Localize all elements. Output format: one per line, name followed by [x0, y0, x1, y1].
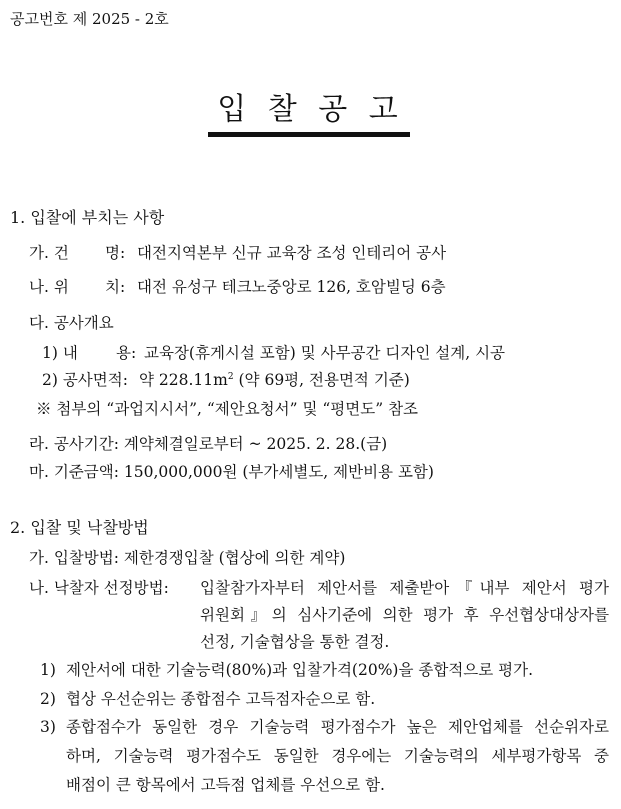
criteria-item3-line1: 종합점수가 동일한 경우 기술능력 평가점수가 높은 제안업체를 선순위자로: [66, 718, 609, 736]
selection-method-line1: 입찰참가자부터 제안서를 제출받아『내부 제안서 평가: [200, 579, 609, 597]
item-da-label: 다. 공사개요: [29, 314, 114, 332]
overview-item1-suffix: 용:: [116, 344, 137, 362]
item-ga-suffix: 명:: [105, 244, 126, 262]
selection-method-line3: 선정, 기술협상을 통한 결정.: [200, 633, 390, 651]
title-underline: [208, 132, 410, 137]
item-ga-label: 가. 건: [29, 244, 69, 262]
overview-item2-value: 약 $228.11m^2$ (약 69평, 전용면적 기준): [139, 371, 410, 389]
criteria-item1-number: 1): [40, 661, 56, 679]
criteria-item3-number: 3): [40, 718, 56, 736]
criteria-item3-line3: 배점이 큰 항목에서 고득점 업체를 우선으로 함.: [66, 776, 385, 794]
construction-period: 라. 공사기간: 계약체결일로부터 ~ 2025. 2. 28.(금): [29, 435, 388, 453]
criteria-item3-line2: 하며, 기술능력 평가점수도 동일한 경우에는 기술능력의 세부평가항목 중: [66, 747, 609, 765]
base-amount: 마. 기준금액: 150,000,000원 (부가세별도, 제반비용 포함): [29, 463, 434, 481]
overview-item1-label: 1) 내: [42, 344, 78, 362]
overview-item1-value: 교육장(휴게시설 포함) 및 사무공간 디자인 설계, 시공: [144, 344, 506, 362]
overview-item2-label: 2) 공사면적:: [42, 371, 128, 389]
section1-heading: 1. 입찰에 부치는 사항: [10, 208, 165, 227]
project-location: 대전 유성구 테크노중앙로 126, 호암빌딩 6층: [137, 278, 446, 296]
section2-heading: 2. 입찰 및 낙찰방법: [10, 518, 149, 537]
item-na-label: 나. 위: [29, 278, 69, 296]
criteria-item2-number: 2): [40, 690, 56, 708]
attachment-note: ※ 첨부의 “과업지시서”, “제안요청서” 및 “평면도” 참조: [36, 400, 419, 418]
criteria-item1: 제안서에 대한 기술능력(80%)과 입찰가격(20%)을 종합적으로 평가.: [66, 661, 534, 679]
selection-method-label: 나. 낙찰자 선정방법:: [29, 579, 169, 597]
notice-number: 공고번호 제 2025 - 2호: [10, 10, 169, 28]
bidding-method: 가. 입찰방법: 제한경쟁입찰 (협상에 의한 계약): [29, 549, 346, 567]
project-name: 대전지역본부 신규 교육장 조성 인테리어 공사: [137, 244, 447, 262]
item-na-suffix: 치:: [105, 278, 126, 296]
selection-method-line2: 위원회』의 심사기준에 의한 평가 후 우선협상대상자를: [200, 606, 609, 624]
criteria-item2: 협상 우선순위는 종합점수 고득점자순으로 함.: [66, 690, 376, 708]
document-title: 입 찰 공 고: [217, 92, 404, 127]
